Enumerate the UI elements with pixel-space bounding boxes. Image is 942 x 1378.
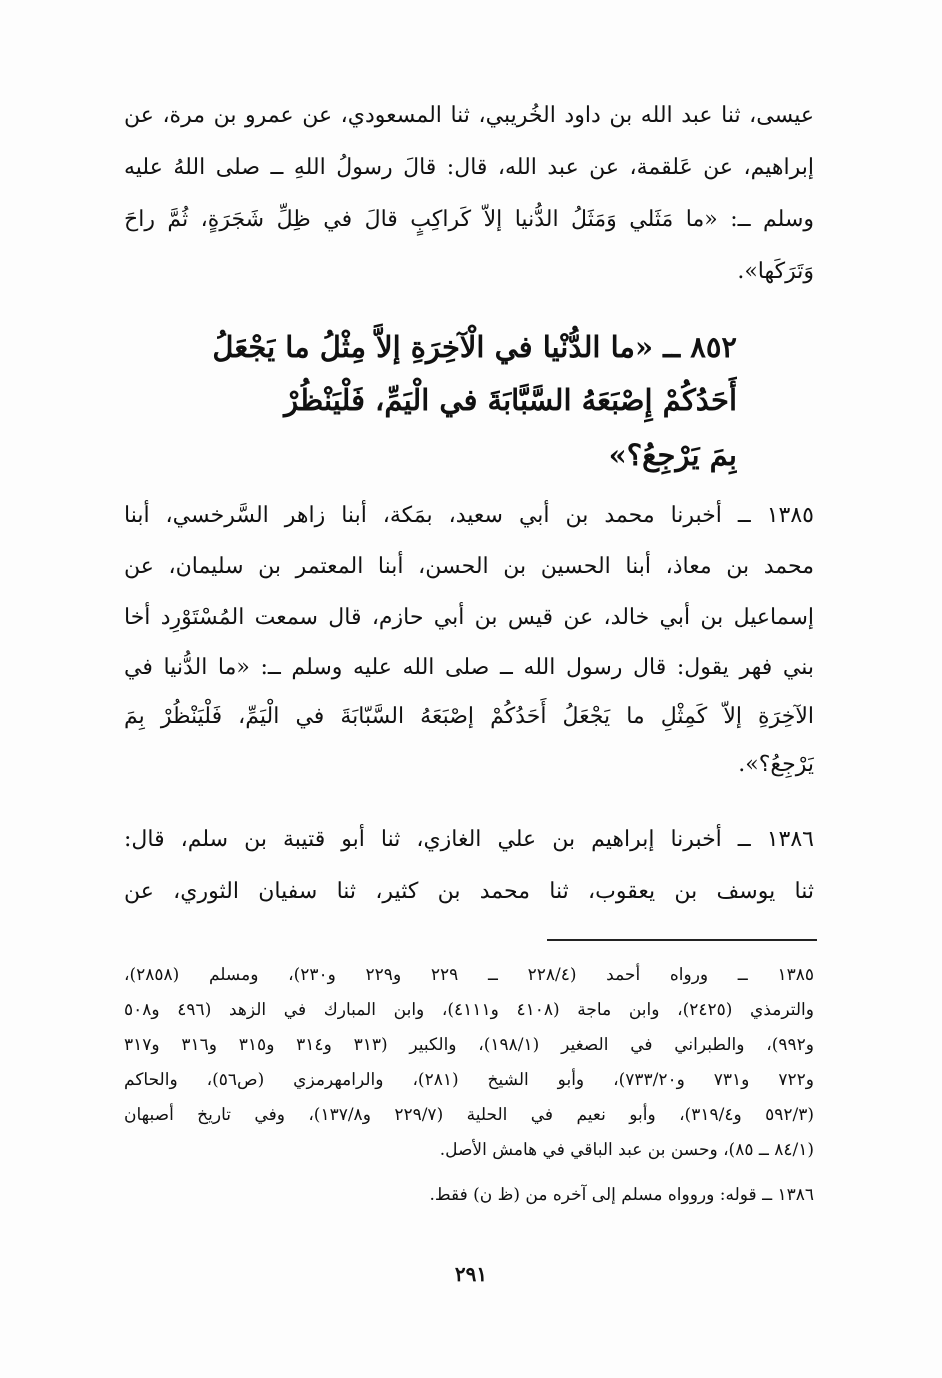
text-line: وسلم ــ: «ما مَثَلي وَمَثَلُ الدُّنيا إلاّ كَراكِبٍ قالَ في ظِلِّ شَجَرَةٍ، ثُمَّ راحَ <box>124 207 814 232</box>
footnote-separator <box>547 939 817 941</box>
footnote-line: ١٣٨٦ ــ قوله: وروواه مسلم إلى آخره من (ظ ن) فقط. <box>429 1185 814 1205</box>
text-line: ثنا يوسف بن يعقوب، ثنا محمد بن كثير، ثنا سفيان الثوري، عن <box>124 879 814 904</box>
page-number: ٢٩١ <box>454 1262 488 1286</box>
text-line: ١٣٨٦ ــ أخبرنا إبراهيم بن علي الغازي، ثنا أبو قتيبة بن سلم، قال: <box>124 827 814 852</box>
text-line: محمد بن معاذ، أبنا الحسين بن الحسن، أبنا المعتمر بن سليمان، عن <box>124 554 814 579</box>
footnote-line: و٩٩٢)، والطبراني في الصغير (١٩٨/١)، والكبير (٣١٣ و٣١٤ و٣١٥ و٣١٦ و٣١٧ <box>124 1035 814 1055</box>
text-line: إسماعيل بن أبي خالد، عن قيس بن أبي حازم، قال سمعت المُسْتَوْرِد أخا <box>124 605 814 630</box>
text-line: يَرْجِعُ؟». <box>738 752 814 777</box>
footnote-line: والترمذي (٢٤٢٥)، وابن ماجة (٤١٠٨ و٤١١١)، وابن المبارك في الزهد (٤٩٦ و٥٠٨ <box>124 1000 814 1020</box>
text-line: ١٣٨٥ ــ أخبرنا محمد بن أبي سعيد، بمَكة، أبنا زاهر السَّرخسي، أبنا <box>124 503 814 528</box>
text-line: بني فهر يقول: قال رسول الله ــ صلى الله عليه وسلم ــ: «ما الدُّنيا في <box>124 655 814 680</box>
hadith-heading-line: بِمَ يَرْجِعُ؟» <box>608 438 737 472</box>
text-line: إبراهيم، عن عَلقمة، عن عبد الله، قال: قالَ رسولُ اللهِ ــ صلى اللهُ عليه <box>124 155 814 180</box>
footnote-line: (٥٩٢/٣ و٣١٩/٤)، وأبو نعيم في الحلية (٢٢٩/٧ و١٣٧/٨)، وفي تاريخ أصبهان <box>124 1105 814 1125</box>
text-line: عيسى، ثنا عبد الله بن داود الخُريبي، ثنا المسعودي، عن عمرو بن مرة، عن <box>124 103 814 128</box>
text-line: وَتَرَكَها». <box>737 259 814 284</box>
footnote-line: ١٣٨٥ ــ ورواه أحمد (٢٢٨/٤ ــ ٢٢٩ و٢٢٩ و٢٣٠)، ومسلم (٢٨٥٨)، <box>124 965 814 985</box>
footnote-line: (٨٤/١ ــ ٨٥)، وحسن بن عبد الباقي في هامش الأصل. <box>439 1140 814 1160</box>
hadith-heading-line: ٨٥٢ ــ «ما الدُّنْيا في الْآخِرَةِ إلاَّ مِثْلُ ما يَجْعَلُ <box>212 330 737 364</box>
hadith-heading-line: أَحَدُكُمْ إِصْبَعَهُ السَّبَّابَةَ في الْيَمِّ، فَلْيَنْظُرْ <box>284 383 737 417</box>
text-line: الآخِرَةِ إلاّ كَمِثْلِ ما يَجْعَلُ أَحَدُكُمْ إصْبَعَهُ السَّبّابَةَ في الْيَمِّ، فَلْيَنْظُرْ بِمَ <box>124 704 814 729</box>
footnote-line: و٧٢٢ و٧٣١ و٧٣٣/٢٠)، وأبو الشيخ (٢٨١)، والرامهرمزي (ص٥٦)، والحاكم <box>124 1070 814 1090</box>
